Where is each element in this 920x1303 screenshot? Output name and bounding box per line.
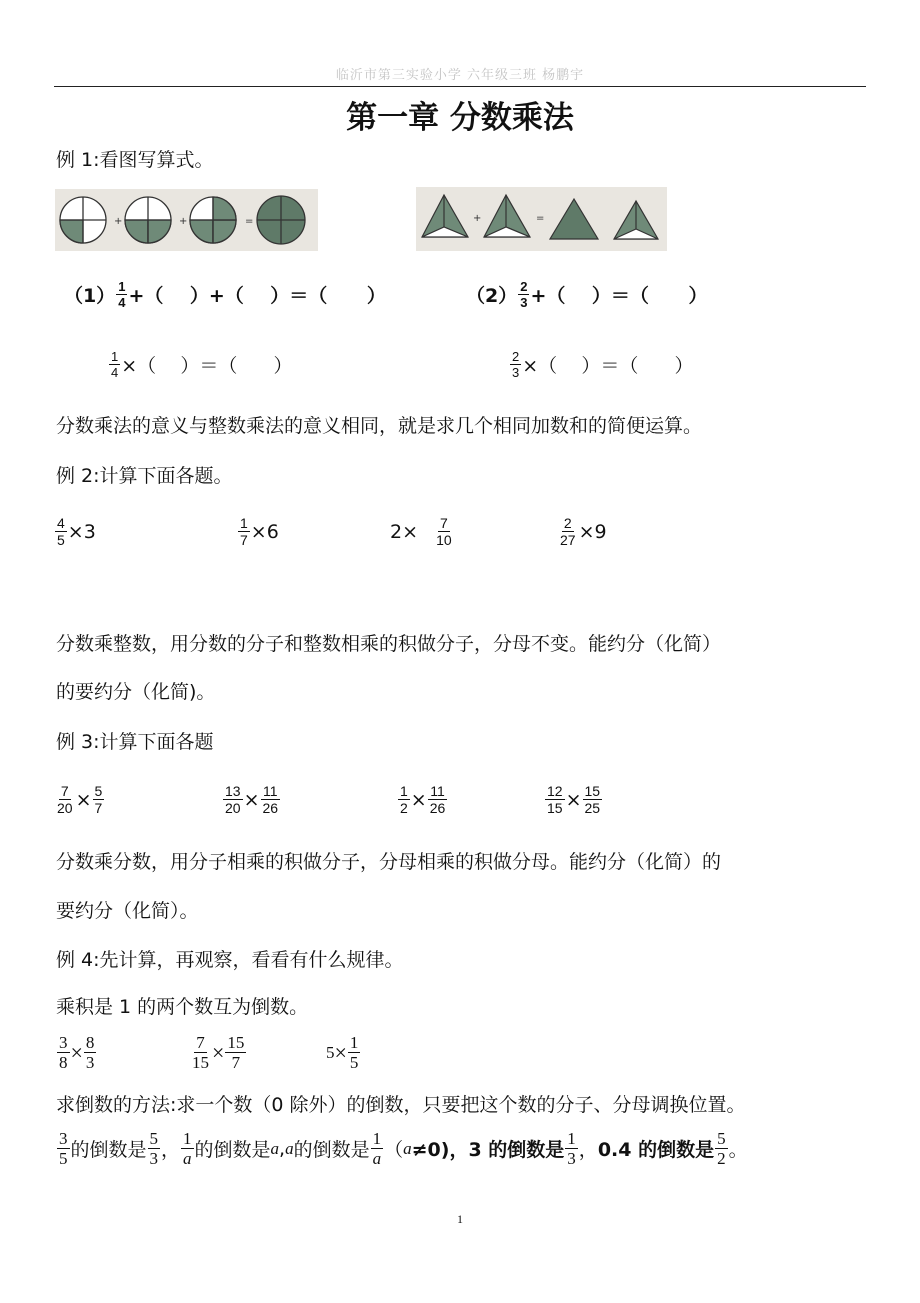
q1-multiplication-rest: ×（ ）＝（ ） <box>121 355 293 377</box>
fraction: $\frac{4}{5}$ <box>57 515 65 548</box>
circles-figure <box>55 189 318 251</box>
example4-label: 例 4:先计算，再观察，看看有什么规律。 <box>56 949 404 971</box>
ex2-item-4: $\frac{2}{27}$ ×9 <box>560 515 607 548</box>
circles-figure-svg <box>55 189 318 251</box>
fraction: $\frac{5}{3}$ <box>149 1129 159 1168</box>
q2-addition-rest: +（ ）＝（ ） <box>530 285 708 307</box>
ex3-item-4: $\frac{12}{15}$ × $\frac{15}{25}$ <box>547 783 601 816</box>
header-rule <box>54 86 866 87</box>
rule2-line2: 的要约分（化简)。 <box>56 681 216 703</box>
fraction: $\frac{1}{4}$ <box>111 349 119 380</box>
q1-multiplication <box>108 350 293 379</box>
fraction: $\frac{1}{2}$ <box>400 783 408 816</box>
example2-label: 例 2:计算下面各题。 <box>56 465 233 487</box>
fraction: $\frac{2}{3}$ <box>512 349 520 380</box>
rule3-line2: 要约分（化简）。 <box>56 900 199 922</box>
ex4-item-3: 5 × $\frac{1}{5}$ <box>326 1033 359 1072</box>
ex2-item-3: 2× $\frac{7}{10}$ <box>390 515 452 548</box>
q1-addition <box>64 280 386 309</box>
q2-multiplication-rest: ×（ ）＝（ ） <box>522 355 694 377</box>
fraction: $\frac{1}{a}$ <box>372 1129 382 1168</box>
q2-addition <box>466 280 708 309</box>
svg-text:+: + <box>179 216 188 227</box>
ex3-item-2: $\frac{13}{20}$ × $\frac{11}{26}$ <box>225 783 279 816</box>
svg-text:=: = <box>536 213 545 224</box>
fraction: $\frac{1}{3}$ <box>567 1129 576 1168</box>
page-header: 临沂市第三实验小学 六年级三班 杨鹏宇 <box>335 68 585 83</box>
fraction: $\frac{11}{26}$ <box>429 783 446 816</box>
fraction: $\frac{1}{5}$ <box>349 1033 359 1072</box>
q2-label: （2） <box>466 285 518 307</box>
fraction: $\frac{15}{25}$ <box>584 783 601 816</box>
q1-addition-rest: +（ ）+（ ）＝（ ） <box>128 285 386 307</box>
ex3-item-1: $\frac{7}{20}$ × $\frac{5}{7}$ <box>57 783 103 816</box>
triangles-figure-svg <box>416 187 667 251</box>
q1-label: （1） <box>64 285 116 307</box>
meaning-text: 分数乘法的意义与整数乘法的意义相同，就是求几个相同加数和的简便运算。 <box>56 415 703 437</box>
fraction: $\frac{7}{15}$ <box>192 1033 209 1072</box>
fraction: $\frac{8}{3}$ <box>85 1033 95 1072</box>
fraction: $\frac{1}{7}$ <box>240 515 248 548</box>
fraction: $\frac{1}{a}$ <box>183 1129 192 1168</box>
circles-plus-1: + <box>114 216 123 227</box>
fraction: $\frac{3}{8}$ <box>59 1033 68 1072</box>
page-number: 1 <box>457 1212 463 1226</box>
ex4-item-1: $\frac{3}{8}$ × $\frac{8}{3}$ <box>59 1033 95 1072</box>
fraction: $\frac{2}{3}$ <box>520 279 528 310</box>
fraction: $\frac{1}{4}$ <box>118 279 126 310</box>
reciprocal-examples: $\frac{3}{5}$ 的倒数是 $\frac{5}{3}$ ， $\frac{1}{a}$ 的倒数是 a , a 的倒数是 $\frac{1}{a}$ （ a ≠0)， 3 的倒数是 $\frac{1}{3}$ ， 0.4 的倒数是 $\frac{5}{2}$ 。 <box>59 1129 748 1168</box>
example1-label: 例 1:看图写算式。 <box>56 149 214 171</box>
fraction: $\frac{7}{20}$ <box>57 783 73 816</box>
circle-2-shade <box>125 220 148 243</box>
svg-text:=: = <box>245 216 254 227</box>
fraction: $\frac{13}{20}$ <box>225 783 241 816</box>
fraction: $\frac{12}{15}$ <box>547 783 563 816</box>
ex3-item-3: $\frac{1}{2}$ × $\frac{11}{26}$ <box>400 783 446 816</box>
rule3-line1: 分数乘分数，用分子相乘的积做分子，分母相乘的积做分母。能约分（化简）的 <box>56 851 722 873</box>
triangle-3 <box>550 199 598 239</box>
fraction: $\frac{7}{10}$ <box>436 515 452 548</box>
ex2-item-2: $\frac{1}{7}$ ×6 <box>240 515 279 548</box>
reciprocal-method: 求倒数的方法:求一个数（0 除外）的倒数，只要把这个数的分子、分母调换位置。 <box>56 1094 746 1116</box>
rule2-line1: 分数乘整数，用分数的分子和整数相乘的积做分子，分母不变。能约分（化简） <box>56 633 722 655</box>
circle-1-shade <box>60 220 83 243</box>
fraction: $\frac{3}{5}$ <box>59 1129 68 1168</box>
fraction: $\frac{5}{2}$ <box>717 1129 726 1168</box>
ex2-item-1: $\frac{4}{5}$ ×3 <box>57 515 96 548</box>
ex4-item-2: $\frac{7}{15}$ × $\frac{15}{7}$ <box>192 1033 245 1072</box>
svg-text:+: + <box>473 213 482 224</box>
example3-label: 例 3:计算下面各题 <box>56 731 214 753</box>
fraction: $\frac{2}{27}$ <box>560 515 576 548</box>
q2-multiplication <box>509 350 694 379</box>
triangles-figure <box>416 187 667 251</box>
fraction: $\frac{15}{7}$ <box>227 1033 245 1072</box>
fraction: $\frac{11}{26}$ <box>262 783 279 816</box>
fraction: $\frac{5}{7}$ <box>94 783 103 816</box>
reciprocal-definition: 乘积是 1 的两个数互为倒数。 <box>56 996 309 1018</box>
chapter-title: 第一章 分数乘法 <box>346 100 574 136</box>
